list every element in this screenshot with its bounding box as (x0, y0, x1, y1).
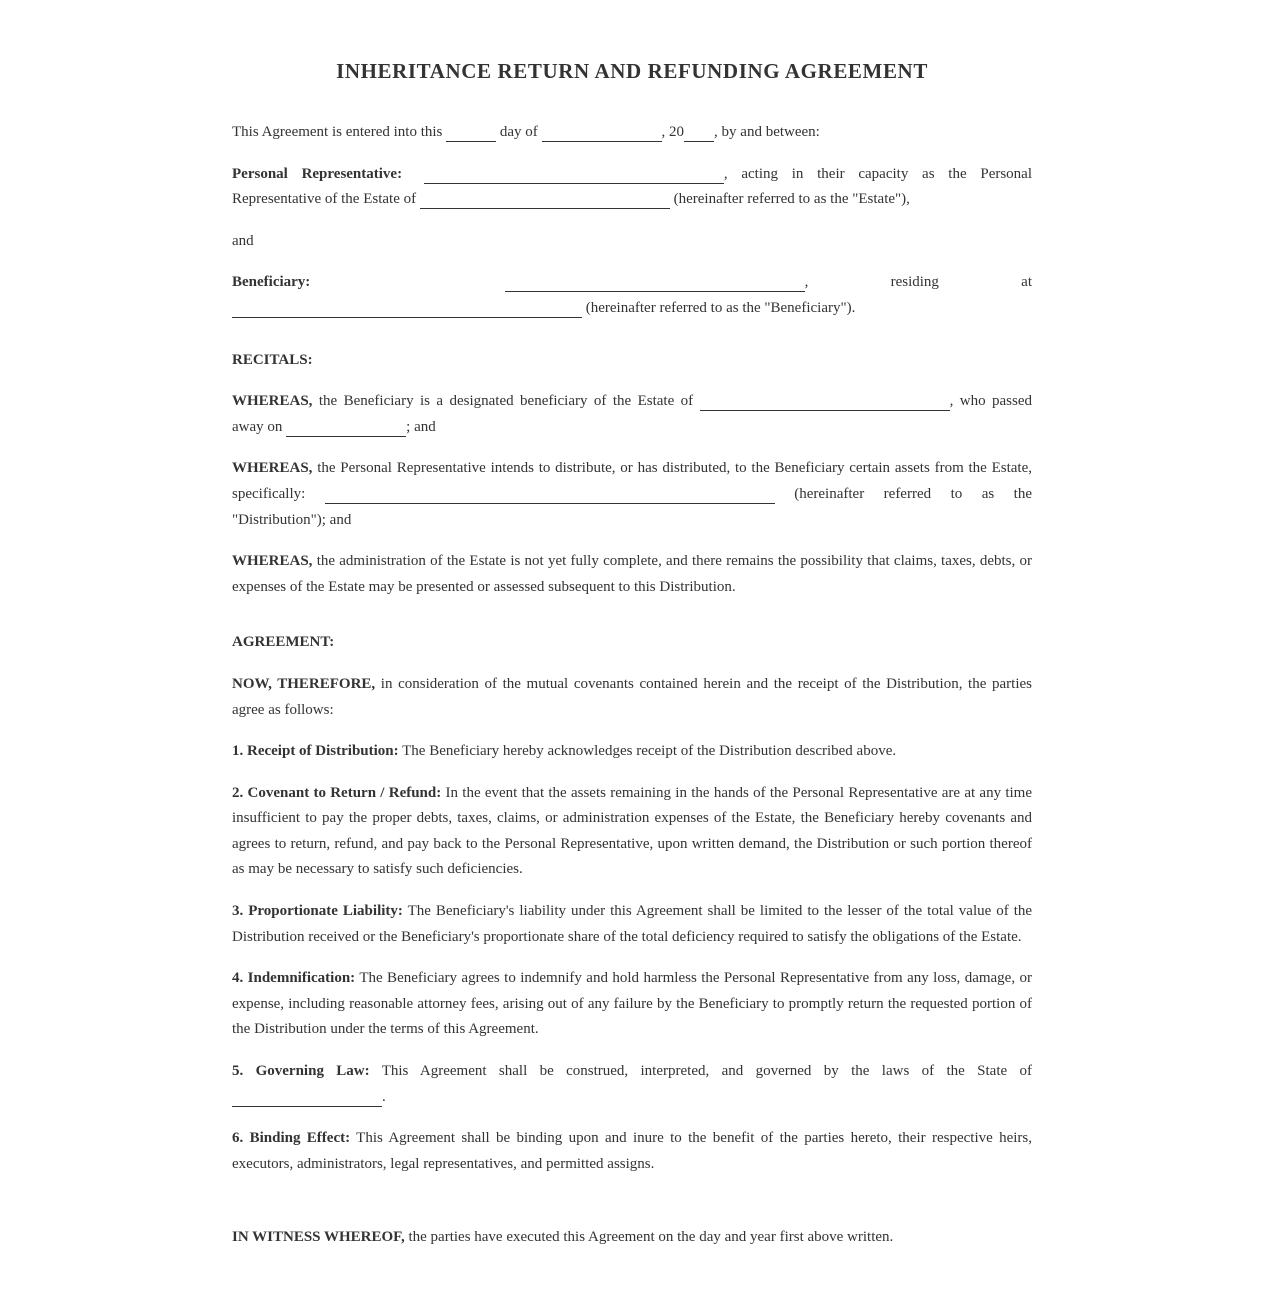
now-therefore-paragraph (232, 672, 1032, 723)
whereas-text: ; and (406, 418, 436, 435)
day-blank[interactable] (446, 123, 496, 142)
personal-representative-paragraph (232, 162, 1032, 213)
clause-text: The Beneficiary hereby acknowledges receipt of the Distribution described above. (402, 743, 897, 760)
year-blank[interactable] (684, 123, 714, 142)
and-paragraph: and (232, 232, 254, 249)
personal-representative-text: , acting in their capacity as the Personal Representative of the Estate of (232, 165, 1033, 208)
intro-paragraph (232, 120, 1032, 146)
clause-title: 4. Indemnification: (232, 970, 356, 987)
whereas-lead: WHEREAS, (232, 460, 313, 477)
personal-representative-text: (hereinafter referred to as the "Estate"), (673, 191, 910, 208)
whereas-lead: WHEREAS, (232, 553, 313, 570)
whereas-paragraph-1 (232, 389, 1032, 440)
clause-text: The Beneficiary agrees to indemnify and hold harmless the Personal Representative from any loss, damage, or expense, including reasonable attorney fees, arising out of any failure by the Beneficiary to promptly return the requested portion of the Distribution under the terms of this Agreement. (232, 970, 1032, 1038)
agreement-document (232, 56, 1032, 1267)
estate-name-blank[interactable] (420, 190, 670, 209)
whereas-paragraph-3 (232, 549, 1032, 600)
whereas-text: the Beneficiary is a designated beneficiary of the Estate of (318, 393, 694, 410)
clause-text: The Beneficiary's liability under this Agreement shall be limited to the lesser of the total value of the Distribution received or the Beneficiary's proportionate share of the total deficiency required to satisfy the obligations of the Estate. (232, 903, 1033, 945)
whereas-lead: WHEREAS, (232, 393, 313, 410)
governing-state-blank[interactable] (232, 1088, 382, 1107)
decedent-name-blank[interactable] (700, 392, 950, 411)
clause-text: . (382, 1088, 386, 1105)
beneficiary-name-blank[interactable] (505, 273, 805, 292)
witness-paragraph (232, 1225, 1032, 1251)
intro-text: This Agreement is entered into this (232, 124, 443, 140)
whereas-text: the Personal Representative intends to distribute, or has distributed, to the Beneficiary certain assets from the Estate, specifically: (232, 460, 1032, 502)
clause-text: This Agreement shall be binding upon and inure to the benefit of the parties hereto, their respective heirs, executors, administrators, legal representatives, and permitted assigns. (232, 1130, 1033, 1172)
personal-representative-label: Personal Representative: (232, 165, 403, 182)
clause-title: 1. Receipt of Distribution: (232, 743, 399, 760)
beneficiary-text: , residing at (804, 274, 1032, 291)
personal-representative-name-blank[interactable] (424, 165, 724, 184)
clause-title: 6. Binding Effect: (232, 1130, 351, 1147)
intro-text: , 20 (661, 124, 685, 140)
clause-1 (232, 739, 1032, 765)
clause-2 (232, 781, 1032, 883)
distribution-assets-blank[interactable] (325, 485, 775, 504)
clause-text: In the event that the assets remaining in the hands of the Personal Representative are at any time insufficient to pay the proper debts, taxes, claims, or administration expenses of the Estate, the Beneficiary hereby covenants and agrees to return, refund, and pay back to the Personal Representative, upon written demand, the Distribution or such portion thereof as may be necessary to satisfy such deficiencies. (232, 784, 1032, 878)
clause-title: 3. Proportionate Liability: (232, 903, 403, 920)
month-blank[interactable] (542, 123, 662, 142)
whereas-paragraph-2 (232, 456, 1032, 533)
now-therefore-text: in consideration of the mutual covenants contained herein and the receipt of the Distribution, the parties agree as follows: (232, 675, 1032, 718)
clause-3 (232, 899, 1032, 950)
now-therefore-lead: NOW, THEREFORE, (232, 675, 376, 692)
clause-text: This Agreement shall be construed, interpreted, and governed by the laws of the State of (381, 1063, 1033, 1080)
intro-text: day of (499, 124, 538, 140)
agreement-heading: AGREEMENT: (232, 634, 335, 651)
clause-6 (232, 1126, 1032, 1177)
witness-lead: IN WITNESS WHEREOF, (232, 1229, 405, 1246)
document-title: INHERITANCE RETURN AND REFUNDING AGREEMENT (336, 59, 928, 83)
recitals-heading: RECITALS: (232, 351, 313, 368)
clause-title: 5. Governing Law: (232, 1063, 370, 1080)
beneficiary-text: (hereinafter referred to as the "Beneficiary"). (585, 299, 856, 316)
whereas-text: , who passed away on (232, 393, 1032, 435)
clause-title: 2. Covenant to Return / Refund: (232, 784, 442, 801)
clause-4 (232, 966, 1032, 1043)
beneficiary-paragraph (232, 270, 1032, 321)
whereas-text: (hereinafter referred to as the "Distribution"); and (232, 485, 1033, 528)
beneficiary-address-blank[interactable] (232, 299, 582, 318)
witness-text: the parties have executed this Agreement on the day and year first above written. (408, 1229, 894, 1246)
whereas-text: the administration of the Estate is not yet fully complete, and there remains the possibility that claims, taxes, debts, or expenses of the Estate may be presented or assessed subsequent to this Distribution. (232, 553, 1033, 595)
clause-5 (232, 1059, 1032, 1110)
date-of-death-blank[interactable] (286, 418, 406, 437)
intro-text: , by and between: (714, 124, 820, 140)
beneficiary-label: Beneficiary: (232, 274, 311, 291)
